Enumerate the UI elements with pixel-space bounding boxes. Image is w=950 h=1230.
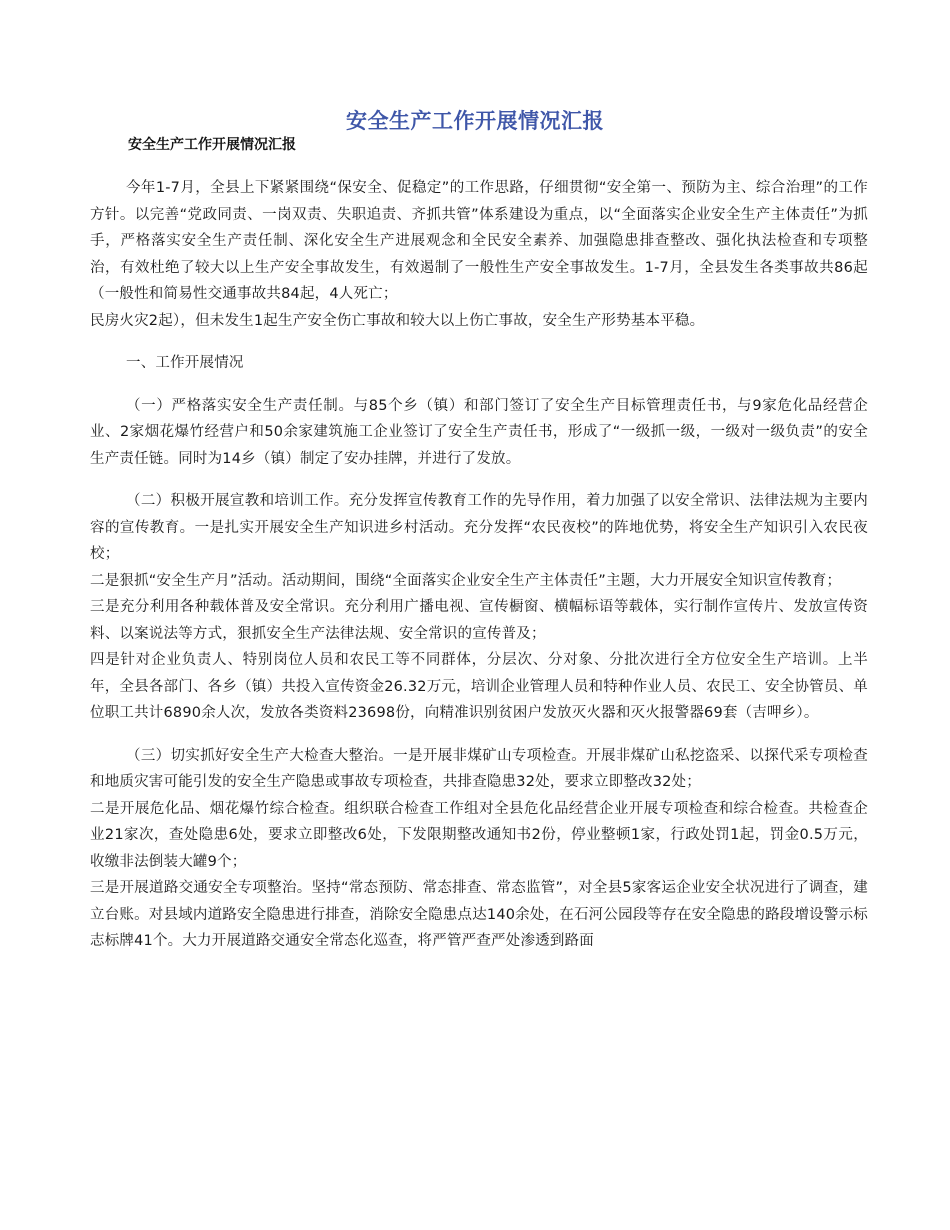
document-title: 安全生产工作开展情况汇报 xyxy=(346,109,604,133)
paragraph-traffic: 三是开展道路交通安全专项整治。坚持“常态预防、常态排查、常态监管”，对全县5家客运企业安全状况进行了调查，建立台账。对县域内道路安全隐患进行排查，消除安全隐患点达140余处，在石河公园段等存在安全隐患的路段增设警示标志标牌41个。大力开展道路交通安全常态化巡查，将严管严查严处渗透到路面 xyxy=(90,880,868,949)
section-heading-1: 一、工作开展情况 xyxy=(126,355,244,371)
paragraph-training: 四是针对企业负责人、特别岗位人员和农民工等不同群体，分层次、分对象、分批次进行全方位安全生产培训。上半年，全县各部门、各乡（镇）共投入宣传资金26.32万元，培训企业管理人员和特种作业人员、农民工、安全协管员、单位职工共计6890余人次，发放各类资料23698份，向精准识别贫困户发放灭火器和灭火报警器69套（吉呷乡）。 xyxy=(90,652,868,721)
paragraph-media: 三是充分利用各种载体普及安全常识。充分利用广播电视、宣传橱窗、横幅标语等载体，实行制作宣传片、发放宣传资料、以案说法等方式，狠抓安全生产法律法规、安全常识的宣传普及； xyxy=(90,599,868,642)
spacer xyxy=(90,472,868,488)
document-body xyxy=(90,175,868,955)
paragraph-hazmat: 二是开展危化品、烟花爆竹综合检查。组织联合检查工作组对全县危化品经营企业开展专项检查和综合检查。共检查企业21家次，查处隐患6处，要求立即整改6处，下发限期整改通知书2份，停业整顿1家，行政处罚1起，罚金0.5万元，收缴非法倒装大罐9个； xyxy=(90,800,868,870)
paragraph-responsibility: （一）严格落实安全生产责任制。与85个乡（镇）和部门签订了安全生产目标管理责任书，与9家危化品经营企业、2家烟花爆竹经营户和50余家建筑施工企业签订了安全生产责任书，形成了“一级抓一级，一级对一级负责”的安全生产责任链。同时为14乡（镇）制定了安办挂牌，并进行了发放。 xyxy=(90,397,868,467)
paragraph-education: （二）积极开展宣教和培训工作。充分发挥宣传教育工作的先导作用，着力加强了以安全常识、法律法规为主要内容的宣传教育。一是扎实开展安全生产知识进乡村活动。充分发挥“农民夜校”的阵地优势，将安全生产知识引入农民夜校； xyxy=(90,493,868,562)
paragraph-intro-continued: 民房火灾2起），但未发生1起生产安全伤亡事故和较大以上伤亡事故，安全生产形势基本平稳。 xyxy=(90,312,705,329)
spacer xyxy=(90,334,868,350)
paragraph-intro: 今年1-7月，全县上下紧紧围绕“保安全、促稳定”的工作思路，仔细贯彻“安全第一、预防为主、综合治理”的工作方针。以完善“党政同责、一岗双责、失职追责、齐抓共管”体系建设为重点，以“全面落实企业安全生产主体责任”为抓手，严格落实安全生产责任制、深化安全生产进展观念和全民安全素养、加强隐患排查整改、强化执法检查和专项整治，有效杜绝了较大以上生产安全事故发生，有效遏制了一般性生产安全事故发生。1-7月，全县发生各类事故共86起（一般性和简易性交通事故共84起，4人死亡； xyxy=(90,180,868,302)
document-subtitle: 安全生产工作开展情况汇报 xyxy=(128,137,296,153)
paragraph-safety-month: 二是狠抓“安全生产月”活动。活动期间，围绕“全面落实企业安全生产主体责任”主题，大力开展安全知识宣传教育； xyxy=(90,572,842,589)
paragraph-inspection: （三）切实抓好安全生产大检查大整治。一是开展非煤矿山专项检查。开展非煤矿山私挖盗采、以探代采专项检查和地质灾害可能引发的安全生产隐患或事故专项检查，共排查隐患32处，要求立即整改32处； xyxy=(90,747,868,790)
spacer xyxy=(90,377,868,393)
spacer xyxy=(90,727,868,743)
